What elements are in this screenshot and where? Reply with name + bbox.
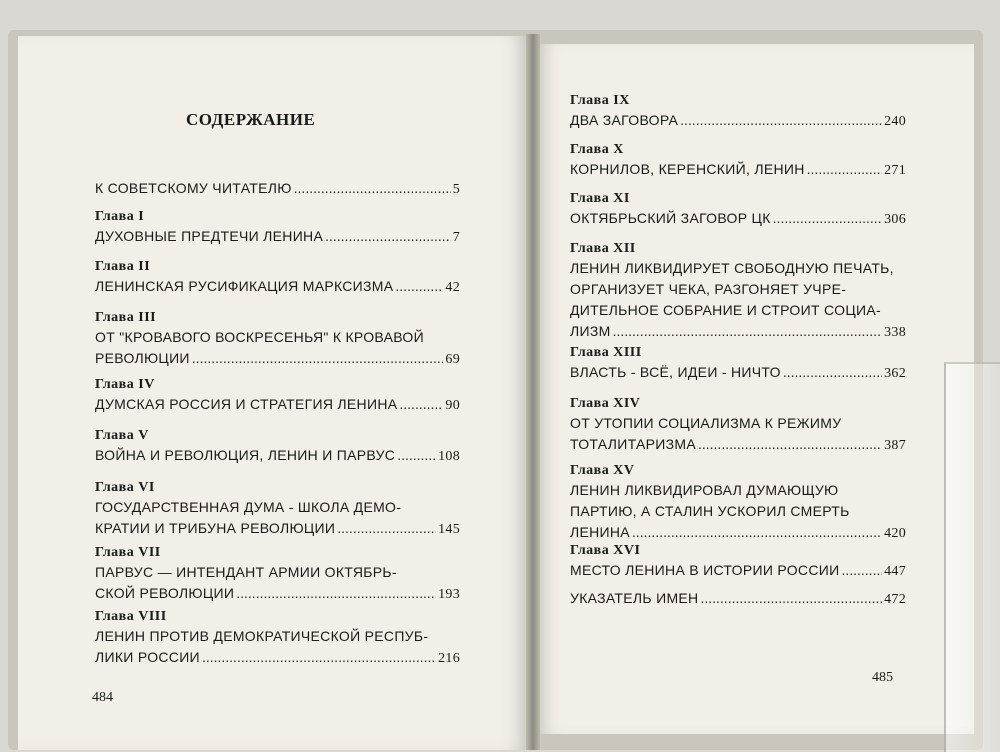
toc-entry	[95, 376, 460, 416]
dot-leader	[773, 208, 882, 229]
entry-page-number: 472	[884, 592, 906, 607]
dot-leader	[698, 434, 882, 455]
dot-leader	[399, 394, 443, 415]
chapter-label: Глава V	[95, 428, 149, 443]
toc-entry	[95, 479, 460, 540]
chapter-label: Глава VI	[95, 480, 155, 495]
toc-line	[570, 110, 906, 132]
chapter-title-line: ПАРВУС — ИНТЕНДАНТ АРМИИ ОКТЯБРЬ-	[95, 564, 397, 580]
chapter-title-line: ПАРТИЮ, А СТАЛИН УСКОРИЛ СМЕРТЬ	[570, 503, 850, 519]
toc-line	[570, 159, 906, 181]
toc-entry	[95, 544, 460, 605]
dot-leader	[236, 583, 436, 604]
entry-title: ЛЕНИНСКАЯ РУСИФИКАЦИЯ МАРКСИЗМА	[95, 278, 394, 294]
entry-page-number: 193	[438, 587, 460, 602]
entry-page-number: 420	[884, 526, 906, 541]
toc-entry	[95, 208, 460, 248]
chapter-label: Глава VIII	[95, 609, 167, 624]
chapter-label: Глава XV	[570, 463, 635, 478]
entry-title: КРАТИИ И ТРИБУНА РЕВОЛЮЦИИ	[95, 520, 336, 536]
toc-entry	[570, 542, 906, 582]
toc-entry	[570, 141, 906, 181]
dot-leader	[613, 321, 883, 342]
right-page-number: 485	[872, 670, 893, 685]
entry-title: ЛИКИ РОССИИ	[95, 649, 200, 665]
dot-leader	[807, 159, 882, 180]
entry-page-number: 69	[445, 352, 460, 367]
entry-page-number: 306	[884, 212, 906, 227]
chapter-title-line: ЛЕНИН ЛИКВИДИРОВАЛ ДУМАЮЩУЮ	[570, 482, 839, 498]
chapter-title-line: ОТ "КРОВАВОГО ВОСКРЕСЕНЬЯ" К КРОВАВОЙ	[95, 329, 424, 345]
entry-page-number: 447	[884, 564, 906, 579]
toc-line	[570, 560, 906, 582]
chapter-label: Глава XVI	[570, 543, 641, 558]
entry-title: ОКТЯБРЬСКИЙ ЗАГОВОР ЦК	[570, 210, 771, 226]
entry-page-number: 338	[884, 325, 906, 340]
entry-page-number: 216	[438, 651, 460, 666]
toc-line	[95, 348, 460, 370]
toc-line	[95, 394, 460, 416]
entry-title: ВОЙНА И РЕВОЛЮЦИЯ, ЛЕНИН И ПАРВУС	[95, 447, 396, 463]
toc-entry-index	[570, 588, 906, 610]
dot-leader	[397, 445, 436, 466]
entry-page-number: 42	[445, 280, 460, 295]
chapter-title-line: ГОСУДАРСТВЕННАЯ ДУМА - ШКОЛА ДЕМО-	[95, 499, 402, 515]
dot-leader	[632, 522, 882, 543]
toc-line	[95, 445, 460, 467]
toc-entry	[95, 608, 460, 669]
toc-entry-intro	[95, 178, 460, 200]
toc-entry	[95, 258, 460, 298]
entry-title: ЛЕНИНА	[570, 524, 630, 540]
entry-title: К СОВЕТСКОМУ ЧИТАТЕЛЮ	[95, 180, 292, 196]
left-page-number: 484	[92, 690, 113, 705]
toc-entry	[570, 462, 906, 544]
chapter-label: Глава XIV	[570, 396, 641, 411]
chapter-title-line: ЛЕНИН ЛИКВИДИРУЕТ СВОБОДНУЮ ПЕЧАТЬ,	[570, 260, 894, 276]
dot-leader	[192, 348, 444, 369]
chapter-label: Глава I	[95, 209, 145, 224]
chapter-label: Глава XII	[570, 241, 636, 256]
dot-leader	[202, 647, 436, 668]
chapter-label: Глава XIII	[570, 345, 642, 360]
toc-line	[95, 276, 460, 298]
dot-leader	[325, 226, 451, 247]
contents-heading: СОДЕРЖАНИЕ	[186, 110, 316, 129]
toc-entry	[95, 309, 460, 370]
entry-page-number: 145	[438, 522, 460, 537]
toc-line	[570, 588, 906, 610]
book-gutter	[526, 34, 540, 750]
chapter-label: Глава IX	[570, 93, 630, 108]
toc-line	[570, 321, 906, 343]
entry-title: ДУХОВНЫЕ ПРЕДТЕЧИ ЛЕНИНА	[95, 228, 324, 244]
toc-entry	[95, 427, 460, 467]
toc-line	[95, 583, 460, 605]
dot-leader	[700, 588, 882, 609]
chapter-title-line: ДИТЕЛЬНОЕ СОБРАНИЕ И СТРОИТ СОЦИА-	[570, 302, 881, 318]
entry-page-number: 271	[884, 163, 906, 178]
dot-leader	[294, 178, 451, 199]
toc-entry	[570, 395, 906, 456]
toc-line	[95, 226, 460, 248]
toc-line	[570, 362, 906, 384]
dot-leader	[783, 362, 882, 383]
toc-line	[570, 522, 906, 544]
toc-line	[95, 518, 460, 540]
entry-page-number: 362	[884, 366, 906, 381]
entry-title: УКАЗАТЕЛЬ ИМЕН	[570, 590, 699, 606]
entry-page-number: 7	[452, 230, 460, 245]
entry-title: ВЛАСТЬ - ВСЁ, ИДЕИ - НИЧТО	[570, 364, 781, 380]
toc-entry	[570, 92, 906, 132]
chapter-label: Глава X	[570, 142, 624, 157]
glass-plate	[944, 362, 1000, 752]
toc-entry	[570, 344, 906, 384]
entry-page-number: 90	[445, 398, 460, 413]
entry-page-number: 5	[452, 182, 460, 197]
toc-line	[570, 208, 906, 230]
toc-line	[570, 434, 906, 456]
chapter-label: Глава XI	[570, 191, 630, 206]
entry-title: ДВА ЗАГОВОРА	[570, 112, 679, 128]
entry-page-number: 108	[438, 449, 460, 464]
dot-leader	[337, 518, 436, 539]
chapter-title-line: ОТ УТОПИИ СОЦИАЛИЗМА К РЕЖИМУ	[570, 415, 842, 431]
entry-title: ДУМСКАЯ РОССИЯ И СТРАТЕГИЯ ЛЕНИНА	[95, 396, 398, 412]
entry-title: ТОТАЛИТАРИЗМА	[570, 436, 696, 452]
chapter-label: Глава IV	[95, 377, 155, 392]
entry-title: ЛИЗМ	[570, 323, 611, 339]
dot-leader	[680, 110, 882, 131]
toc-entry	[570, 190, 906, 230]
entry-page-number: 240	[884, 114, 906, 129]
entry-title: МЕСТО ЛЕНИНА В ИСТОРИИ РОССИИ	[570, 562, 840, 578]
chapter-label: Глава VII	[95, 545, 161, 560]
dot-leader	[395, 276, 443, 297]
dot-leader	[841, 560, 882, 581]
chapter-title-line: ЛЕНИН ПРОТИВ ДЕМОКРАТИЧЕСКОЙ РЕСПУБ-	[95, 628, 429, 644]
toc-line	[95, 647, 460, 669]
toc-line	[95, 178, 460, 200]
chapter-label: Глава II	[95, 259, 151, 274]
entry-title: КОРНИЛОВ, КЕРЕНСКИЙ, ЛЕНИН	[570, 161, 805, 177]
entry-title: РЕВОЛЮЦИИ	[95, 350, 190, 366]
entry-title: СКОЙ РЕВОЛЮЦИИ	[95, 585, 235, 601]
chapter-label: Глава III	[95, 310, 157, 325]
toc-entry	[570, 240, 906, 343]
entry-page-number: 387	[884, 438, 906, 453]
chapter-title-line: ОРГАНИЗУЕТ ЧЕКА, РАЗГОНЯЕТ УЧРЕ-	[570, 281, 847, 297]
